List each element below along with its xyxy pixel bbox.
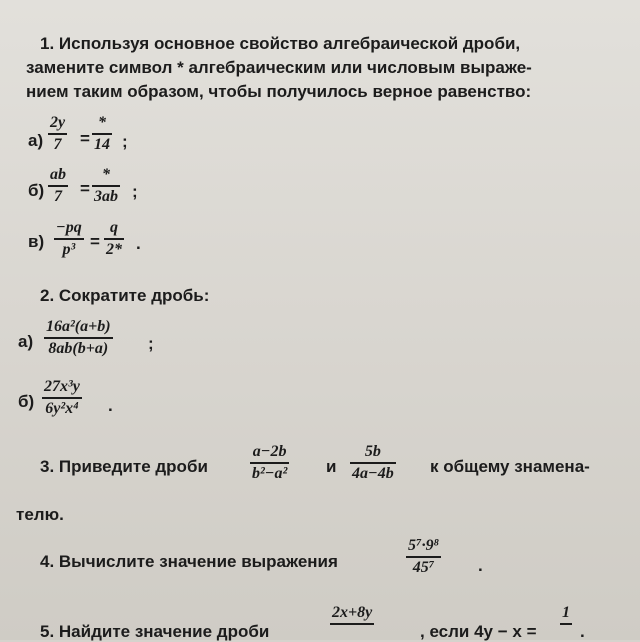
task1-a-label: а) xyxy=(28,131,44,150)
equals-sign: = xyxy=(80,179,90,198)
fraction-bar xyxy=(560,623,572,625)
period: . xyxy=(580,622,585,641)
denominator: 2* xyxy=(106,241,122,258)
task3-and: и xyxy=(326,457,337,476)
period: . xyxy=(478,556,483,575)
task1-c-fraction-right xyxy=(104,219,124,259)
numerator: 5b xyxy=(364,443,381,460)
denominator: 4a−4b xyxy=(352,465,394,482)
fraction-bar xyxy=(330,623,374,625)
task5-fraction xyxy=(330,604,374,625)
numerator: −pq xyxy=(56,219,82,236)
task1-line2: замените символ * алгебраическим или числовым выраже- xyxy=(26,58,532,77)
denominator: 14 xyxy=(94,136,110,153)
numerator: 2x+8y xyxy=(332,604,373,621)
numerator: 5⁷·9⁸ xyxy=(408,537,440,554)
task1-line3: нием таким образом, чтобы получилось верное равенство: xyxy=(26,82,532,101)
task1-c-label: в) xyxy=(28,232,45,251)
task1-line1: 1. Используя основное свойство алгебраической дроби, xyxy=(40,34,521,53)
task4-fraction xyxy=(406,537,441,577)
task1-b-fraction-right xyxy=(92,166,120,206)
numerator: * xyxy=(102,166,110,183)
semicolon: ; xyxy=(122,132,128,151)
task2-a-label: а) xyxy=(18,332,34,351)
task2-b-fraction xyxy=(42,378,82,418)
task2-title: 2. Сократите дробь: xyxy=(40,286,210,305)
denominator: 45⁷ xyxy=(412,559,435,576)
equals-sign: = xyxy=(90,232,100,251)
task3-text3: телю. xyxy=(16,505,64,524)
task3-fraction2 xyxy=(350,443,396,483)
equals-sign: = xyxy=(80,129,90,148)
task5-text: 5. Найдите значение дроби xyxy=(40,622,270,641)
period: . xyxy=(108,396,113,415)
semicolon: ; xyxy=(132,182,138,201)
task4-text: 4. Вычислите значение выражения xyxy=(40,552,338,571)
denominator: 7 xyxy=(53,136,62,153)
denominator: 7 xyxy=(54,188,62,205)
task1-a-fraction-left xyxy=(48,114,67,154)
task1-c-fraction-left xyxy=(54,219,84,259)
numerator: 27x³y xyxy=(44,378,80,395)
numerator: ab xyxy=(50,166,66,183)
task3-text1: 3. Приведите дроби xyxy=(40,457,208,476)
task2-a-fraction xyxy=(44,318,113,358)
numerator: 1 xyxy=(562,604,570,621)
numerator: 2y xyxy=(50,114,66,131)
task1-b-label: б) xyxy=(28,181,45,200)
semicolon: ; xyxy=(148,334,154,353)
numerator: 16a²(a+b) xyxy=(46,318,111,335)
numerator: * xyxy=(98,114,106,131)
task3-fraction1 xyxy=(250,443,289,483)
denominator: p³ xyxy=(62,241,76,258)
task1-a-fraction-right xyxy=(92,114,112,154)
denominator: 3ab xyxy=(94,188,118,205)
numerator: q xyxy=(110,219,118,236)
task5-condition: , если 4y − x = xyxy=(420,622,537,641)
period: . xyxy=(136,234,141,253)
denominator: b²−a² xyxy=(252,465,288,482)
task3-text2: к общему знамена- xyxy=(430,457,590,476)
task1-b-fraction-left xyxy=(48,166,68,206)
task2-b-label: б) xyxy=(18,392,35,411)
denominator: 6y²x⁴ xyxy=(45,400,79,417)
numerator: a−2b xyxy=(252,443,287,460)
task5-condition-fraction xyxy=(560,604,572,625)
denominator: 8ab(b+a) xyxy=(48,340,109,357)
